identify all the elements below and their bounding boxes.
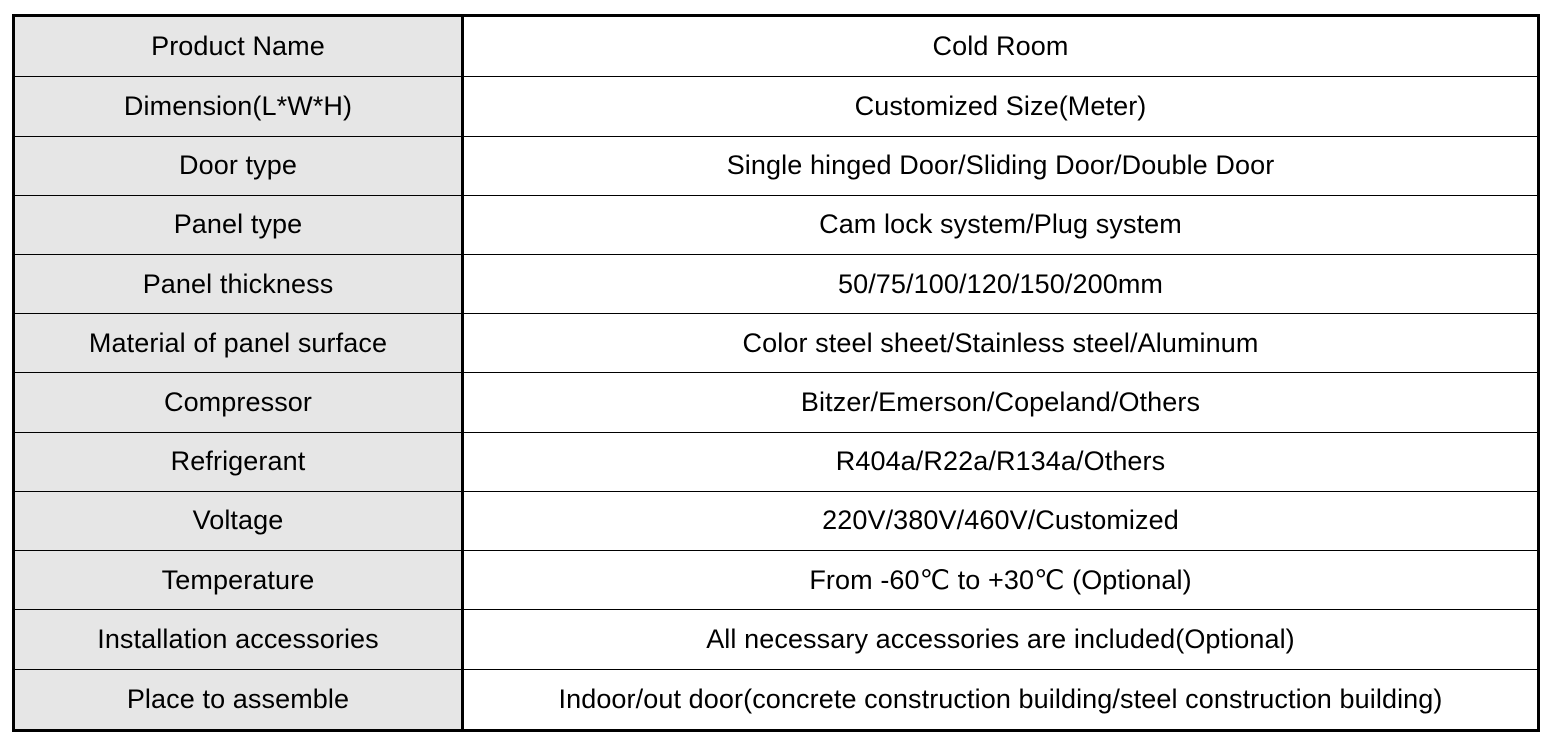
row-label-voltage: Voltage (14, 491, 463, 550)
table-row (14, 77, 1539, 136)
row-label-panel-type: Panel type (14, 195, 463, 254)
row-value-product-name: Cold Room (463, 16, 1539, 77)
table-row (14, 255, 1539, 314)
row-value-dimension: Customized Size(Meter) (463, 77, 1539, 136)
row-label-temperature: Temperature (14, 551, 463, 610)
row-label-dimension: Dimension(L*W*H) (14, 77, 463, 136)
row-label-product-name: Product Name (14, 16, 463, 77)
row-label-panel-thickness: Panel thickness (14, 255, 463, 314)
row-label-compressor: Compressor (14, 373, 463, 432)
row-value-place-to-assemble: Indoor/out door(concrete construction building/steel construction building) (463, 669, 1539, 730)
table-row (14, 16, 1539, 77)
row-label-place-to-assemble: Place to assemble (14, 669, 463, 730)
table-row (14, 136, 1539, 195)
row-value-temperature: From -60℃ to +30℃ (Optional) (463, 551, 1539, 610)
row-value-door-type: Single hinged Door/Sliding Door/Double Door (463, 136, 1539, 195)
table-row (14, 610, 1539, 669)
row-value-material: Color steel sheet/Stainless steel/Aluminum (463, 314, 1539, 373)
row-label-refrigerant: Refrigerant (14, 432, 463, 491)
row-label-installation-accessories: Installation accessories (14, 610, 463, 669)
spec-table (12, 14, 1540, 732)
row-value-panel-type: Cam lock system/Plug system (463, 195, 1539, 254)
row-value-refrigerant: R404a/R22a/R134a/Others (463, 432, 1539, 491)
table-row (14, 669, 1539, 730)
row-label-door-type: Door type (14, 136, 463, 195)
table-row (14, 373, 1539, 432)
row-value-compressor: Bitzer/Emerson/Copeland/Others (463, 373, 1539, 432)
row-value-installation-accessories: All necessary accessories are included(Optional) (463, 610, 1539, 669)
table-row (14, 491, 1539, 550)
row-label-material: Material of panel surface (14, 314, 463, 373)
table-row (14, 551, 1539, 610)
row-value-voltage: 220V/380V/460V/Customized (463, 491, 1539, 550)
table-row (14, 314, 1539, 373)
row-value-panel-thickness: 50/75/100/120/150/200mm (463, 255, 1539, 314)
table-row (14, 195, 1539, 254)
table-row (14, 432, 1539, 491)
